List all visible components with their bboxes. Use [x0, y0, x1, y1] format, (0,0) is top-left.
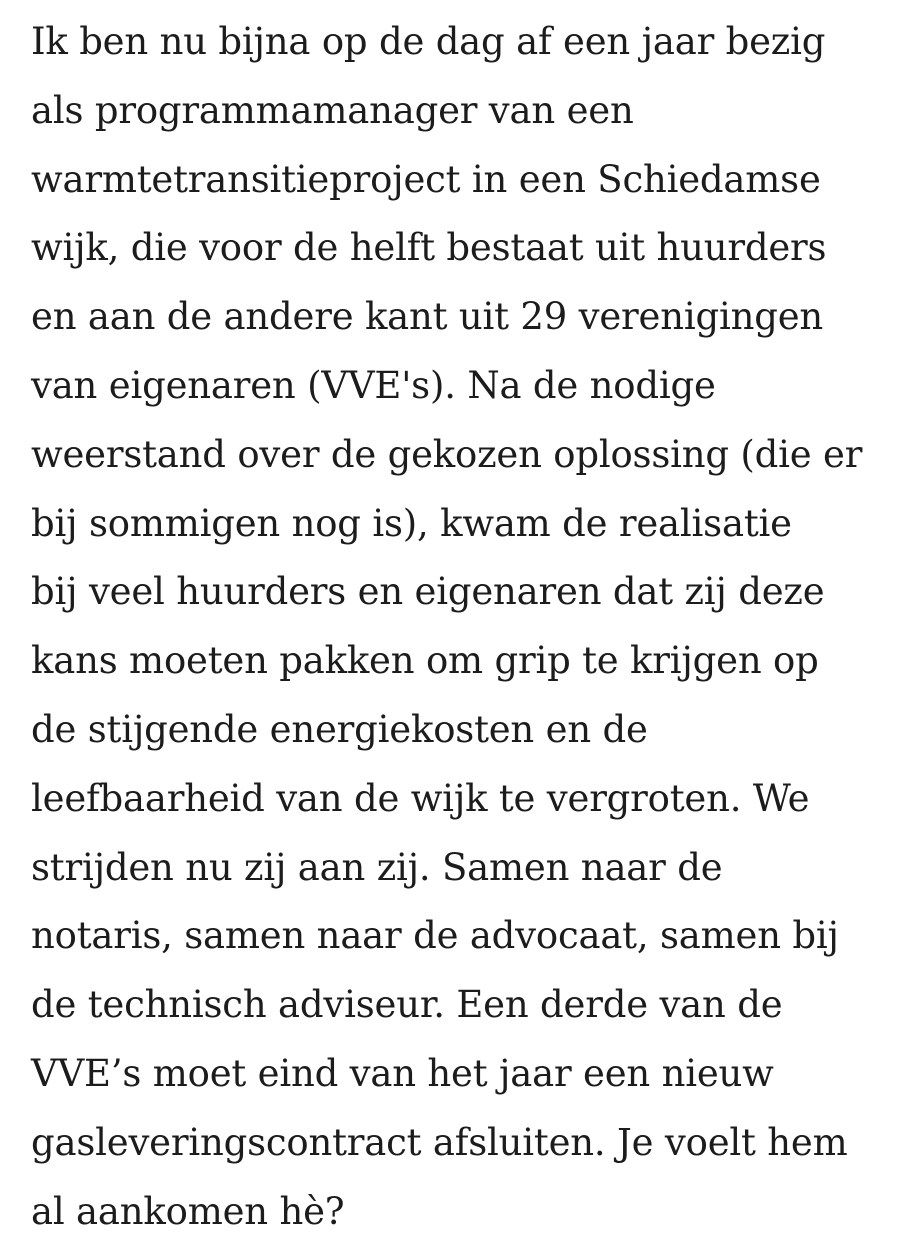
text-line: gasleveringscontract afsluiten. Je voelt hem: [31, 1120, 848, 1164]
article-text: [31, 8, 911, 1246]
text-line: bij veel huurders en eigenaren dat zij deze: [31, 570, 825, 614]
text-line: weerstand over de gekozen oplossing (die er: [31, 432, 863, 476]
text-line: Ik ben nu bijna op de dag af een jaar bezig: [31, 20, 826, 63]
text-line: bij sommigen nog is), kwam de realisatie: [31, 501, 792, 545]
text-line: de stijgende energiekosten en de: [31, 707, 648, 751]
text-line: strijden nu zij aan zij. Samen naar de: [31, 845, 723, 889]
text-line: warmtetransitieproject in een Schiedamse: [31, 157, 821, 201]
text-line: VVE’s moet eind van het jaar een nieuw: [31, 1051, 774, 1095]
text-line: leefbaarheid van de wijk te vergroten. We: [31, 776, 810, 820]
text-line: wijk, die voor de helft bestaat uit huurders: [31, 226, 827, 270]
text-line: de technisch adviseur. Een derde van de: [31, 983, 783, 1027]
text-line: notaris, samen naar de advocaat, samen bij: [31, 914, 839, 958]
text-line: en aan de andere kant uit 29 verenigingen: [31, 295, 824, 339]
text-line: als programmamanager van een: [31, 88, 634, 132]
text-line: al aankomen hè?: [31, 1189, 345, 1233]
text-line: kans moeten pakken om grip te krijgen op: [31, 639, 819, 683]
text-line: van eigenaren (VVE's). Na de nodige: [31, 363, 716, 407]
